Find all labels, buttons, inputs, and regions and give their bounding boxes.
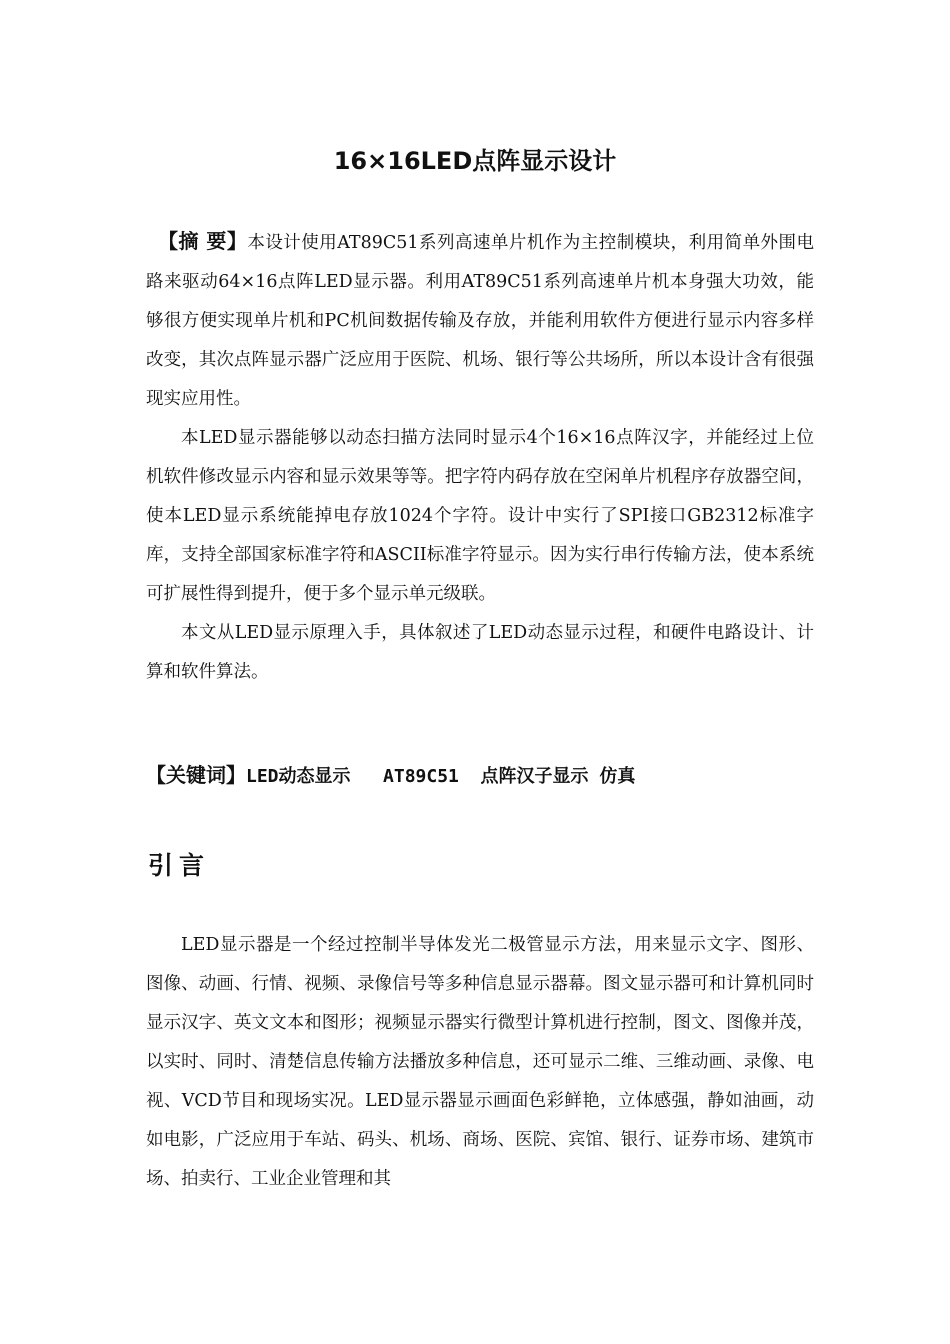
keywords-text: LED动态显示 AT89C51 点阵汉子显示 仿真	[246, 766, 636, 787]
abstract-text-1: 本设计使用AT89C51系列高速单片机作为主控制模块，利用简单外围电路来驱动64×16点阵LED显示器。利用AT89C51系列高速单片机本身强大功效，能够很方便实现单片机和PC机间数据传输及存放，并能利用软件方便进行显示内容多样改变，其次点阵显示器广泛应用于医院、机场、银行等公共场所，所以本设计含有很强现实应用性。	[146, 233, 815, 409]
abstract-paragraph-1	[146, 222, 814, 419]
introduction-section	[146, 926, 814, 1199]
document-title: 16×16LED点阵显示设计	[333, 147, 617, 175]
abstract-paragraph-3: 本文从LED显示原理入手，具体叙述了LED动态显示过程，和硬件电路设计、计算和软件算法。	[146, 623, 814, 682]
keywords-label: 【关键词】	[146, 763, 246, 787]
introduction-paragraph: LED显示器是一个经过控制半导体发光二极管显示方法，用来显示文字、图形、图像、动画、行情、视频、录像信号等多种信息显示器幕。图文显示器可和计算机同时显示汉字、英文文本和图形；视频显示器实行微型计算机进行控制，图文、图像并茂，以实时、同时、清楚信息传输方法播放多种信息，还可显示二维、三维动画、录像、电视、VCD节目和现场实况。LED显示器显示画面色彩鲜艳，立体感强，静如油画，动如电影，广泛应用于车站、码头、机场、商场、医院、宾馆、银行、证券市场、建筑市场、拍卖行、工业企业管理和其	[146, 935, 814, 1189]
abstract-label: 【摘 要】	[158, 229, 248, 253]
abstract-paragraph-2: 本LED显示器能够以动态扫描方法同时显示4个16×16点阵汉字，并能经过上位机软件修改显示内容和显示效果等等。把字符内码存放在空闲单片机程序存放器空间，使本LED显示系统能掉电存放1024个字符。设计中实行了SPI接口GB2312标准字库，支持全部国家标准字符和ASCII标准字符显示。因为实行串行传输方法，使本系统可扩展性得到提升，便于多个显示单元级联。	[146, 428, 814, 604]
abstract-section	[146, 222, 814, 692]
keywords-line	[146, 757, 846, 795]
section-heading-introduction: 引言	[148, 851, 211, 880]
